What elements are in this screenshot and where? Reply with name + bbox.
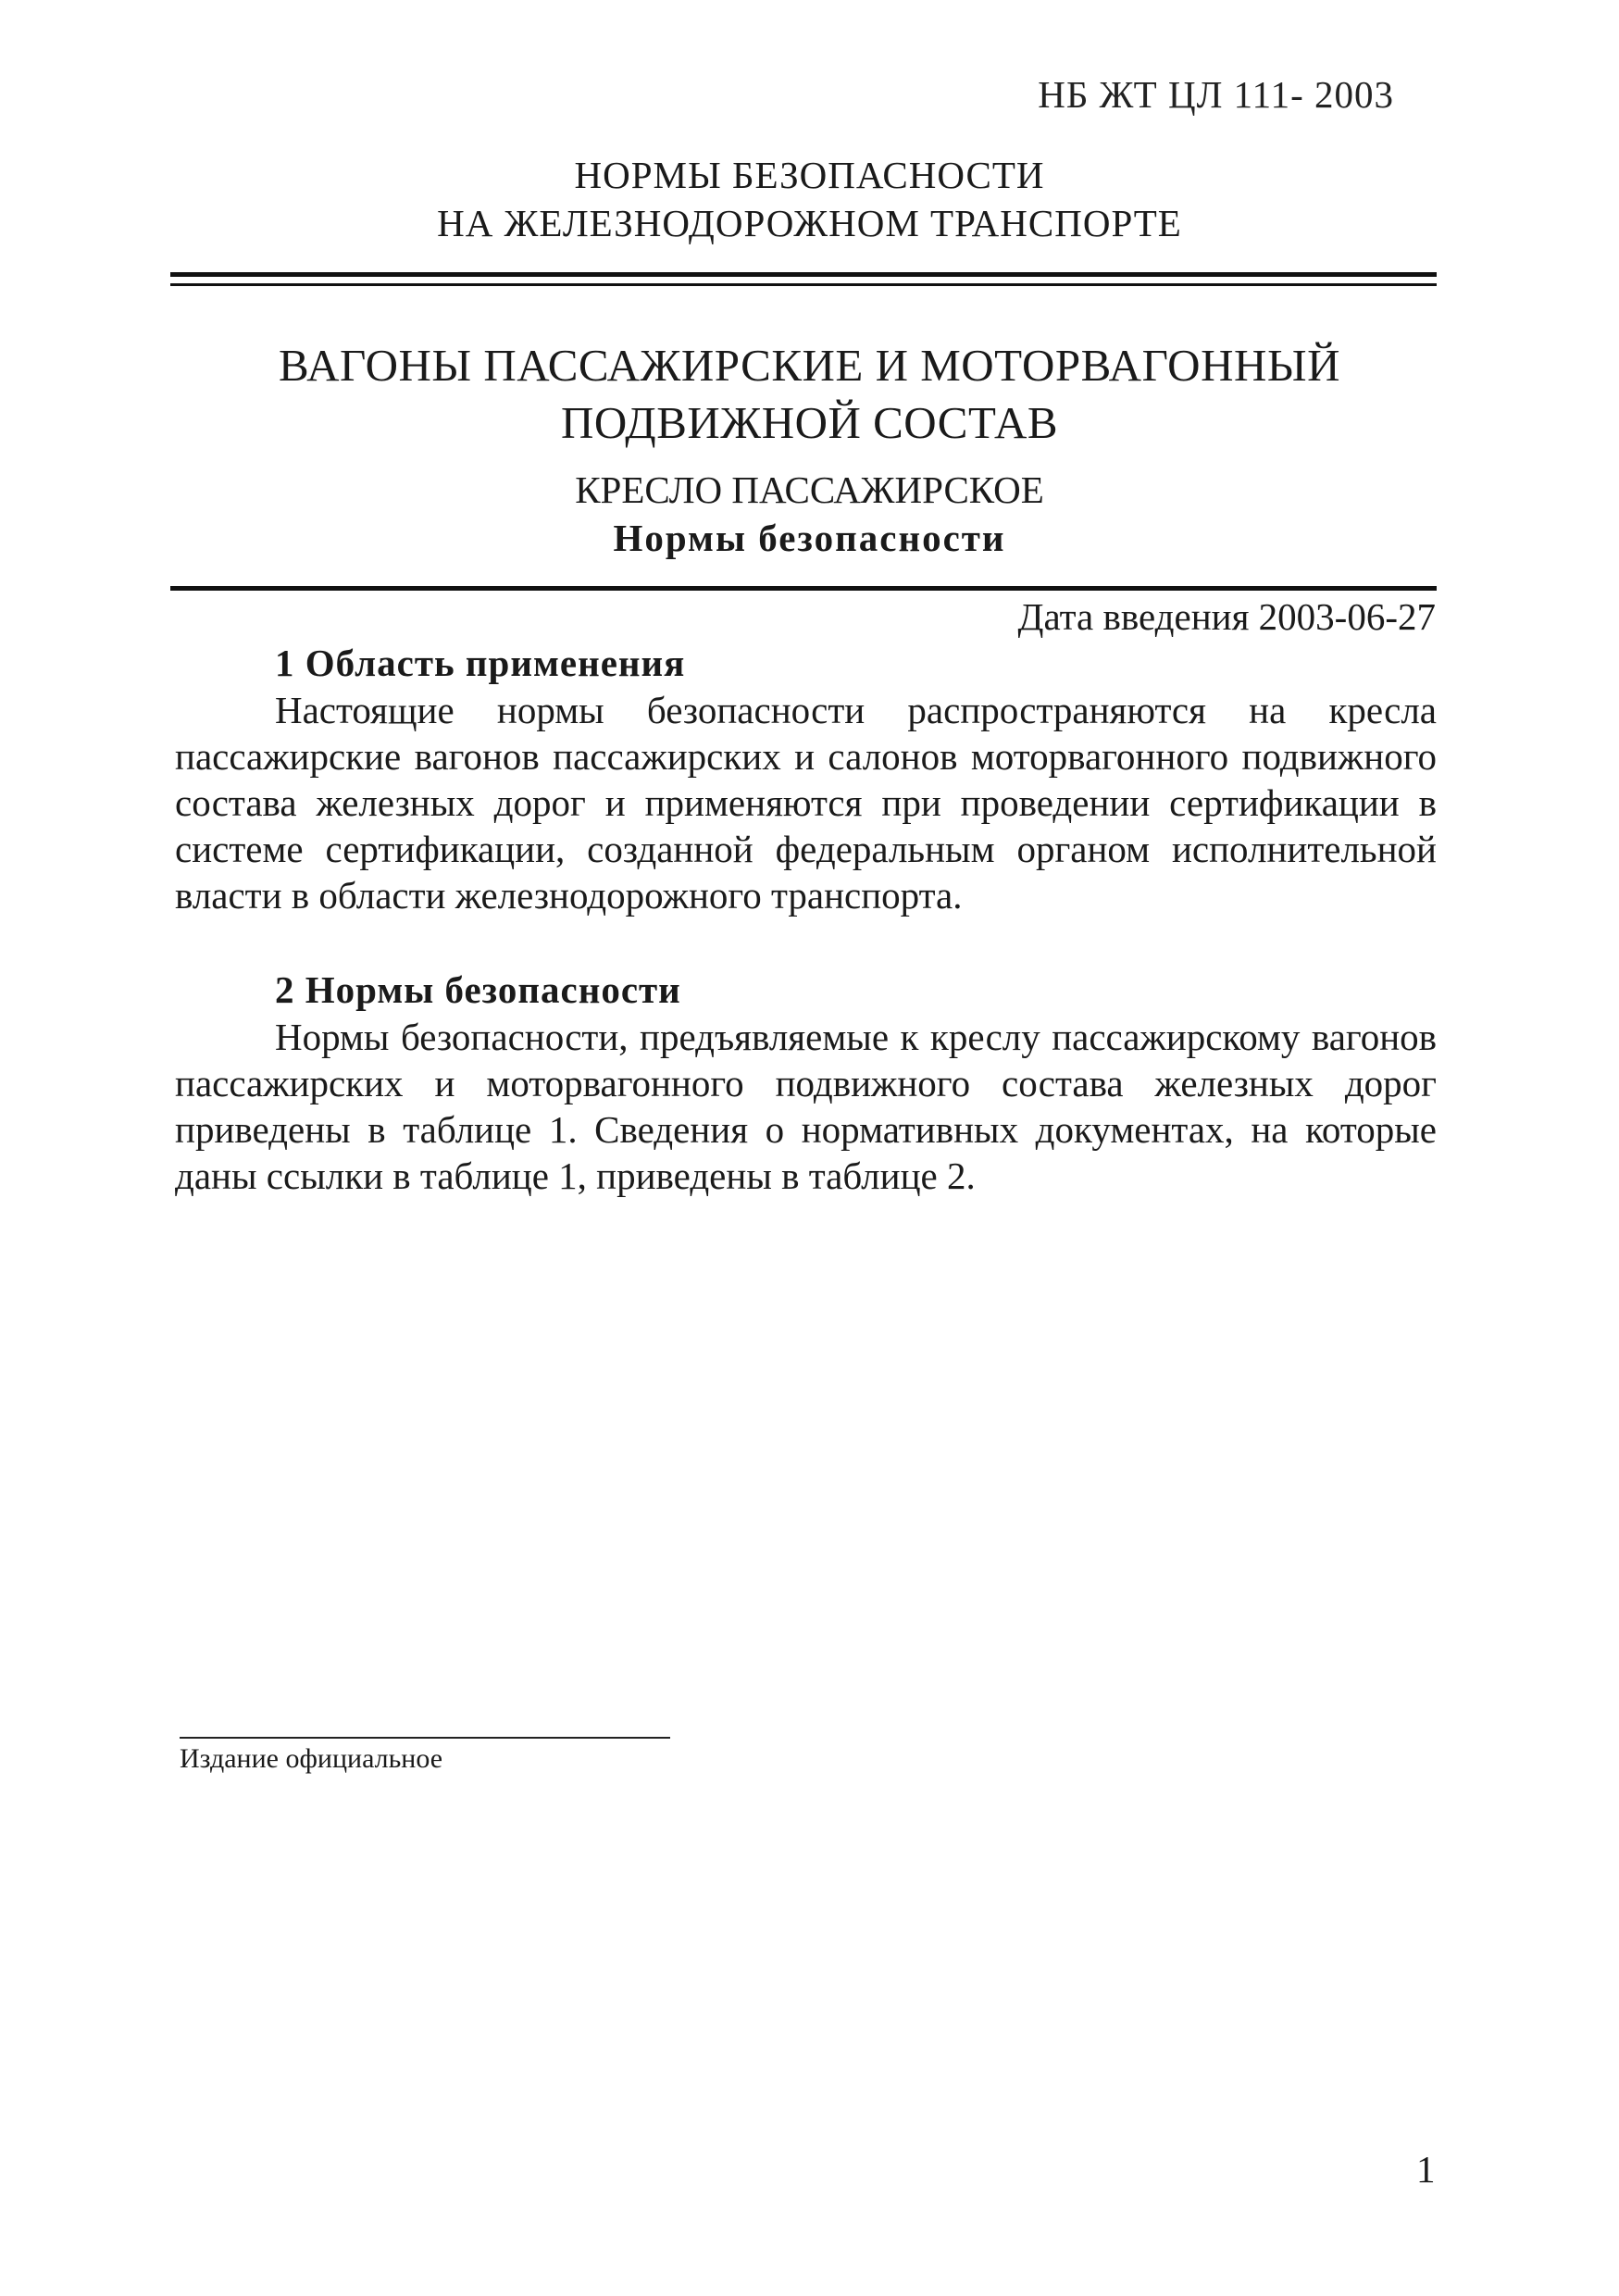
header-rule-thick [170,272,1437,277]
section-heading-scope: 1 Область применения [275,642,686,684]
subtitle-line1: КРЕСЛО ПАССАЖИРСКОЕ [575,468,1044,511]
page-number: 1 [1416,2148,1436,2190]
header-rule-thin [170,283,1437,286]
intro-date: Дата введения 2003-06-27 [1017,595,1436,638]
main-title [0,337,1619,452]
series-title-line2: НА ЖЕЛЕЗНОДОРОЖНОМ ТРАНСПОРТЕ [437,202,1182,244]
title-rule [170,586,1437,591]
subtitle-line2: Нормы безопасности [613,517,1006,559]
main-title-line2: ПОДВИЖНОЙ СОСТАВ [560,397,1059,448]
footnote-rule [180,1737,670,1739]
series-title-line1: НОРМЫ БЕЗОПАСНОСТИ [574,154,1045,196]
official-edition-note: Издание официальное [180,1743,443,1774]
document-code: НБ ЖТ ЦЛ 111- 2003 [1038,73,1394,116]
series-title [0,151,1619,247]
section-text-norms: Нормы безопасности, предъявляемые к креслу пассажирскому вагонов пассажирских и моторвагонного подвижного состава железных дорог приведены в таблице 1. Сведения о нормативных документах, на которые даны ссылки в таблице 1, приведены в таблице 2. [175,1016,1437,1197]
subtitle [0,466,1619,562]
main-title-line1: ВАГОНЫ ПАССАЖИРСКИЕ И МОТОРВАГОННЫЙ [279,340,1340,391]
section-text-scope: Настоящие нормы безопасности распространяются на кресла пассажирские вагонов пассажирских и салонов моторвагонного подвижного состава железных дорог и применяются при проведении сертификации в системе сертификации, созданной федеральным органом исполнительной власти в области железнодорожного транспорта. [175,689,1437,917]
section-heading-norms: 2 Нормы безопасности [275,968,681,1011]
